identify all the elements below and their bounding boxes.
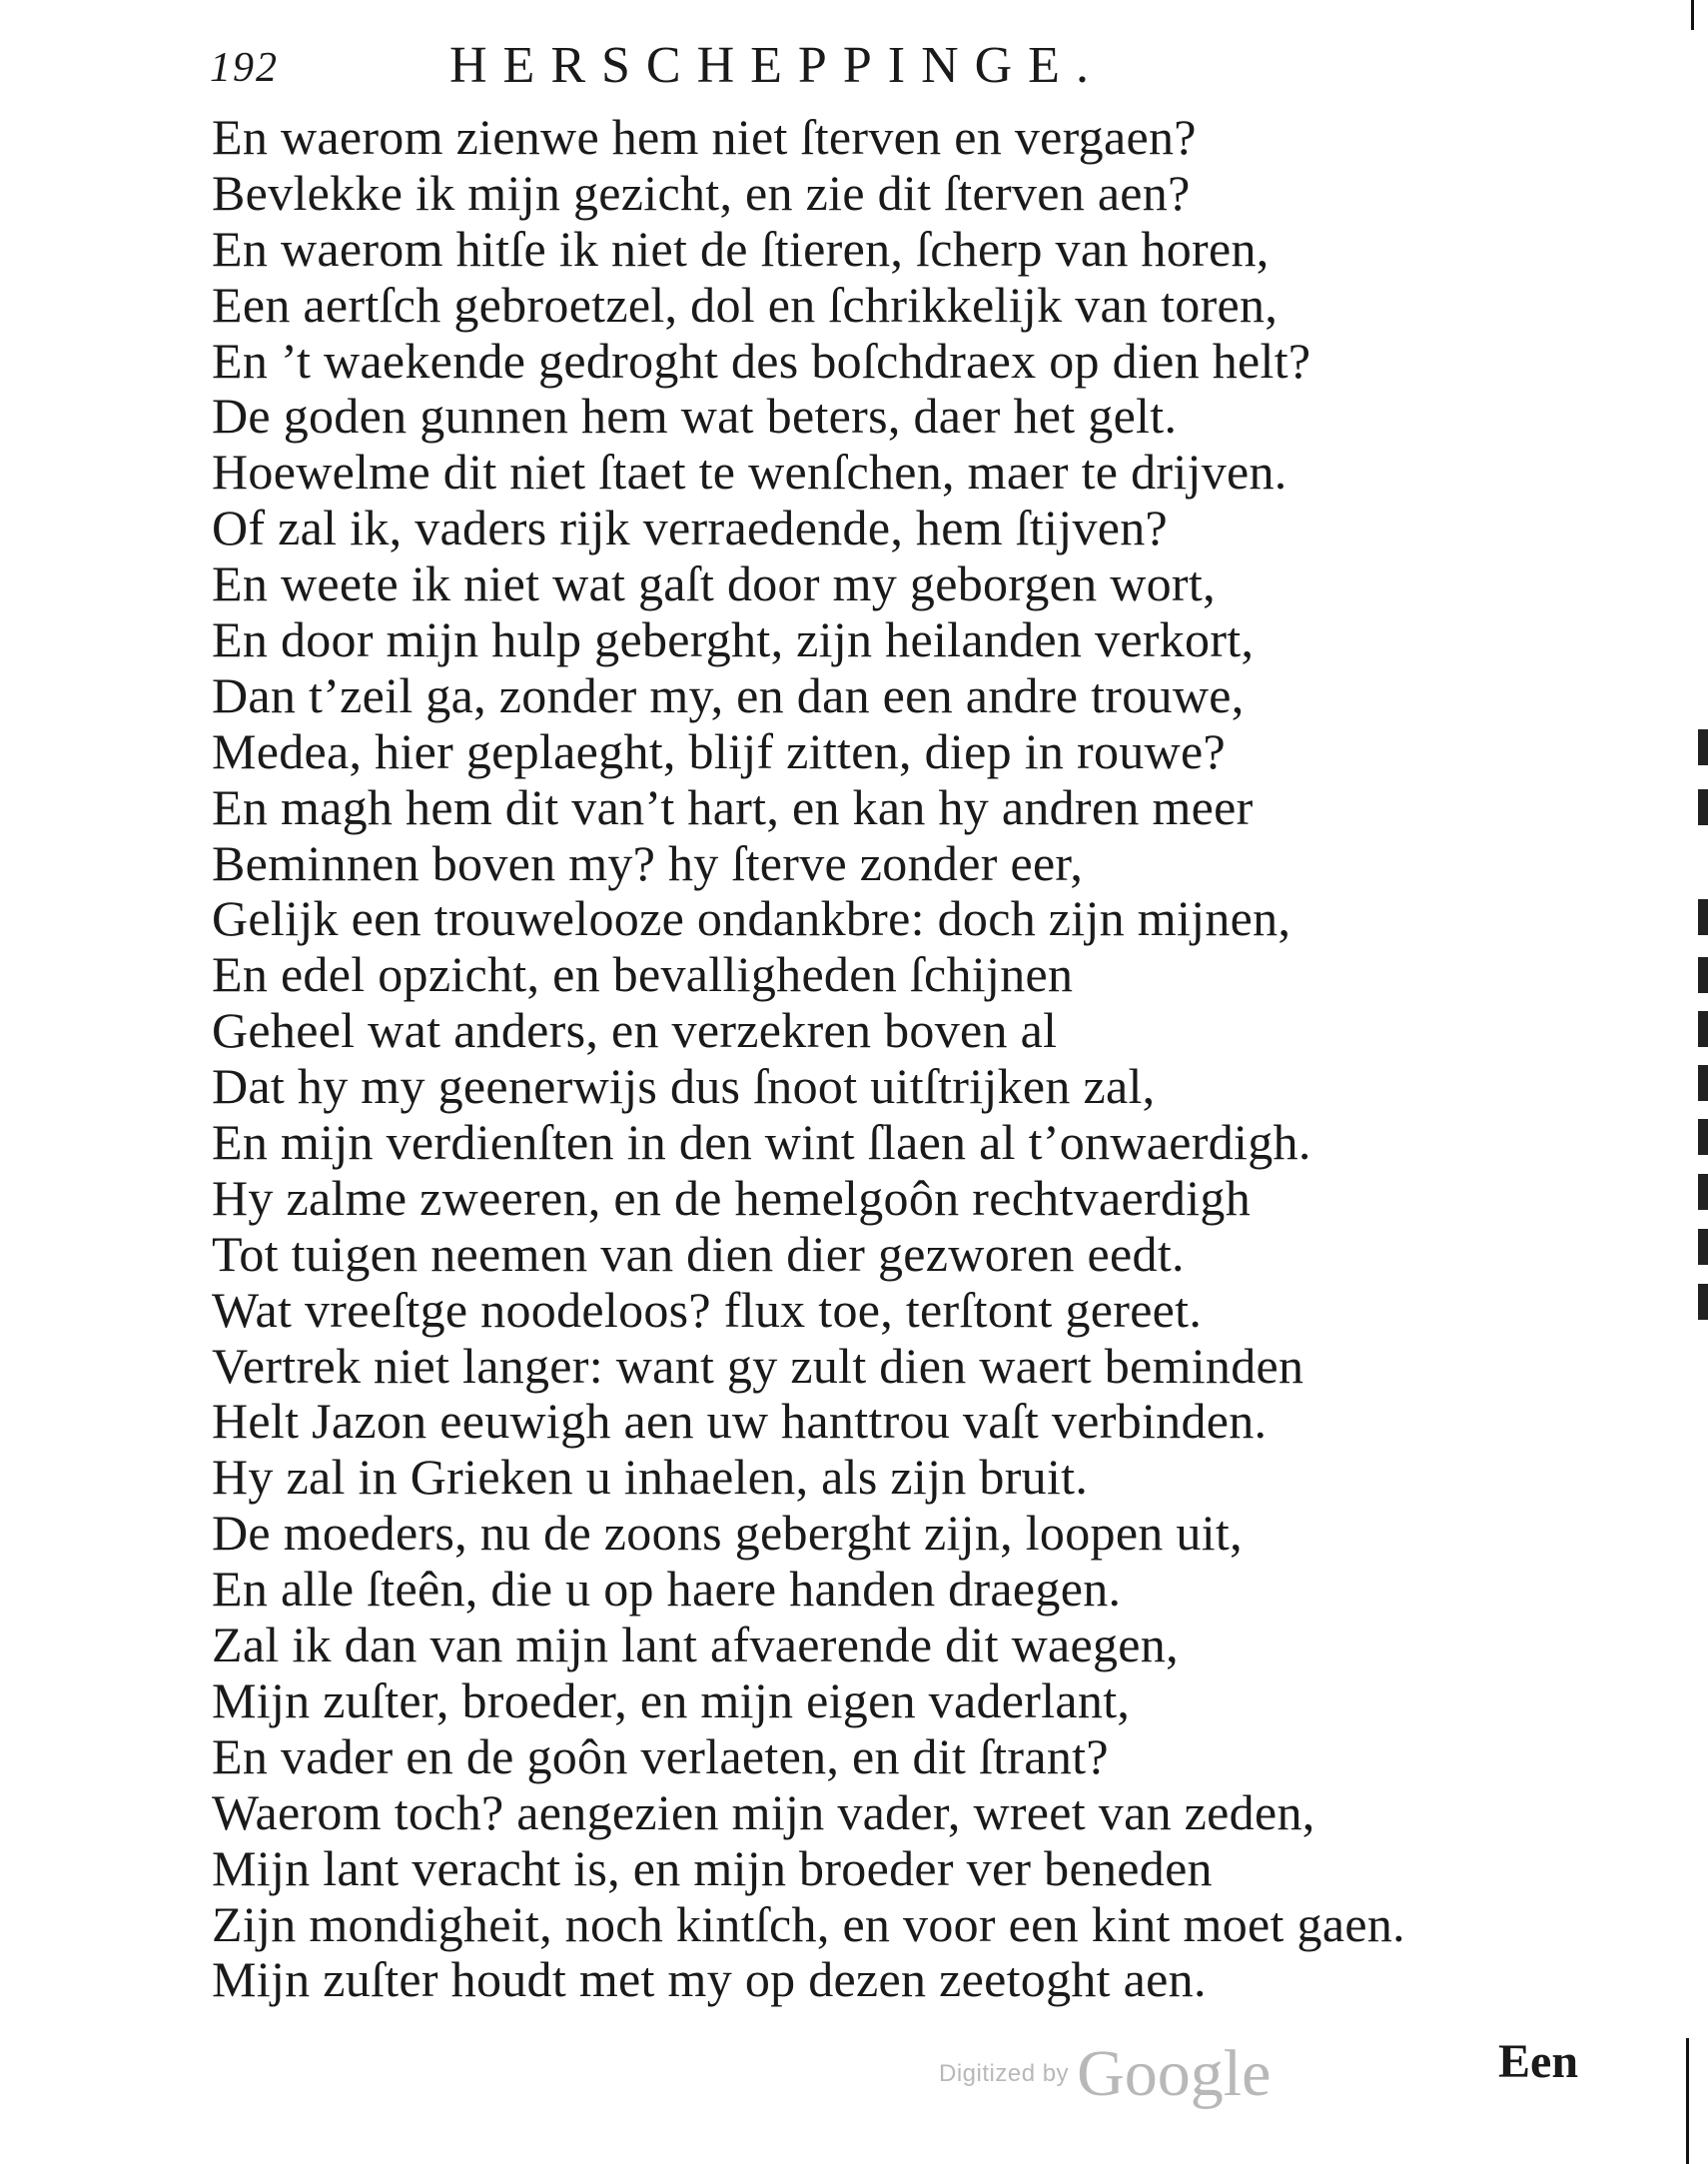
verse-line: Of zal ik, vaders rijk verraedende, hem ſtijven? xyxy=(212,500,1169,556)
adjacent-page-mark xyxy=(1698,1119,1708,1155)
verse-line: Bevlekke ik mijn gezicht, en zie dit ſterven aen? xyxy=(212,164,1191,221)
verse-line: Gelijk een trouwelooze ondankbre: doch zijn mijnen, xyxy=(212,890,1291,947)
verse-line: De moeders, nu de zoons geberght zijn, loopen uit, xyxy=(212,1505,1243,1562)
catchword: Een xyxy=(1498,2035,1579,2088)
adjacent-page-mark xyxy=(1698,957,1708,993)
verse-line: Mijn zuſter houdt met my op dezen zeetoght aen. xyxy=(212,1951,1207,2008)
verse-line: Een aertſch gebroetzel, dol en ſchrikkelijk van toren, xyxy=(212,276,1279,333)
verse-line: Mijn lant veracht is, en mijn broeder ver beneden xyxy=(212,1839,1213,1896)
adjacent-page-mark xyxy=(1698,729,1708,765)
verse-line: Vertrek niet langer: want gy zult dien waert beminden xyxy=(212,1337,1304,1394)
adjacent-page-mark xyxy=(1698,789,1708,825)
verse-line: Zal ik dan van mijn lant afvaerende dit waegen, xyxy=(212,1617,1179,1673)
adjacent-page-mark xyxy=(1698,1174,1708,1210)
verse-line: En mijn verdienſten in den wint ſlaen al t’onwaerdigh. xyxy=(212,1114,1311,1171)
verse-line: Beminnen boven my? hy ſterve zonder eer, xyxy=(212,834,1084,891)
verse-line: En edel opzicht, en bevalligheden ſchijnen xyxy=(212,946,1074,1003)
verse-line: Dan t’zeil ga, zonder my, en dan een andre trouwe, xyxy=(212,666,1245,723)
verse-line: Wat vreeſtge noodeloos? flux toe, terſtont gereet. xyxy=(212,1281,1203,1338)
verse-line: En magh hem dit van’t hart, en kan hy andren meer xyxy=(212,778,1254,835)
verse-line: Zijn mondigheit, noch kintſch, en voor een kint moet gaen. xyxy=(212,1895,1405,1952)
verse-line: En waerom hitſe ik niet de ſtieren, ſcherp van horen, xyxy=(212,220,1270,277)
verse-line: Medea, hier geplaeght, blijf zitten, diep in rouwe? xyxy=(212,722,1226,779)
verse-line: Hy zalme zweeren, en de hemelgoôn rechtvaerdigh xyxy=(212,1169,1252,1226)
verse-line: En ’t waekende gedroght des boſchdraex op dien helt? xyxy=(212,332,1311,389)
verse-line: De goden gunnen hem wat beters, daer het gelt. xyxy=(212,388,1178,445)
verse-line: Hy zal in Grieken u inhaelen, als zijn bruit. xyxy=(212,1449,1089,1506)
watermark-brand: Google xyxy=(1077,2037,1272,2110)
adjacent-page-mark xyxy=(1698,1065,1708,1101)
verse-line: En weete ik niet wat gaſt door my geborgen wort, xyxy=(212,555,1216,612)
digitized-watermark xyxy=(939,2036,1271,2116)
verse-line: Hoewelme dit niet ſtaet te wenſchen, maer te drijven. xyxy=(212,444,1287,501)
verse-line: Helt Jazon eeuwigh aen uw hanttrou vaſt verbinden. xyxy=(212,1393,1268,1450)
verse-line: En alle ſteên, die u op haere handen draegen. xyxy=(212,1561,1122,1618)
page-number: 192 xyxy=(210,45,279,91)
verse-block xyxy=(212,110,1630,2008)
running-title: HERSCHEPPINGE. xyxy=(449,37,1105,94)
verse-line: En door mijn hulp geberght, zijn heilanden verkort, xyxy=(212,611,1255,668)
page-header xyxy=(210,36,1348,106)
adjacent-page-mark xyxy=(1698,1229,1708,1265)
adjacent-page-mark xyxy=(1698,899,1708,935)
verse-line: Tot tuigen neemen van dien dier gezworen eedt. xyxy=(212,1225,1185,1282)
adjacent-page-mark xyxy=(1698,1284,1708,1320)
adjacent-page-mark xyxy=(1698,1011,1708,1047)
verse-line: En waerom zienwe hem niet ſterven en vergaen? xyxy=(212,109,1197,165)
right-edge-line-bottom xyxy=(1686,2038,1689,2164)
verse-line: Geheel wat anders, en verzekren boven al xyxy=(212,1002,1058,1059)
watermark-prefix: Digitized by xyxy=(939,2060,1070,2087)
verse-line: Waerom toch? aengezien mijn vader, wreet van zeden, xyxy=(212,1783,1315,1840)
verse-line: Mijn zuſter, broeder, en mijn eigen vaderlant, xyxy=(212,1671,1131,1728)
right-edge-line-top xyxy=(1691,0,1694,30)
verse-line: En vader en de goôn verlaeten, en dit ſtrant? xyxy=(212,1727,1109,1784)
verse-line: Dat hy my geenerwijs dus ſnoot uitſtrijken zal, xyxy=(212,1058,1156,1115)
